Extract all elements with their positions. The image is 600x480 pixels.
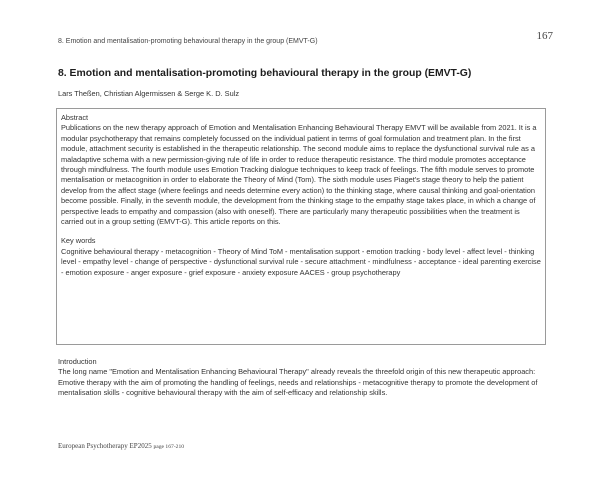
authors: Lars Theßen, Christian Algermissen & Serge K. D. Sulz bbox=[58, 89, 240, 98]
footer-pages: page 167-210 bbox=[153, 444, 185, 450]
introduction-text: The long name "Emotion and Mentalisation Enhancing Behavioural Therapy" already reveals the threefold origin of this new therapeutic approach: Emotive therapy with the aim of promoting the handling of feelings, needs and relationships - metacognitive therapy to promote the development of mentalisation skills - cognitive behavioural therapy with the aim of self-efficacy and relationship skills. bbox=[58, 367, 538, 398]
keywords-label: Key words bbox=[61, 236, 96, 246]
keywords-text: Cognitive behavioural therapy - metacognition - Theory of Mind ToM - mentalisation support - emotion tracking - body level - affect level - thinking level - empathy level - change of perspective - dysfunctional survival rule - secure attachment - mindfulness - acceptance - ideal parenting exercise - emotion exposure - anger exposure - grief exposure - anxiety exposure AACES - group psychotherapy bbox=[61, 246, 541, 277]
footer bbox=[58, 442, 184, 450]
introduction-label: Introduction bbox=[58, 357, 97, 366]
running-head: 8. Emotion and mentalisation-promoting behavioural therapy in the group (EMVT-G) bbox=[58, 38, 318, 45]
abstract-label: Abstract bbox=[61, 113, 89, 122]
introduction-section bbox=[58, 357, 548, 399]
article-title: 8. Emotion and mentalisation-promoting behavioural therapy in the group (EMVT-G) bbox=[58, 68, 472, 79]
abstract-text: Publications on the new therapy approach of Emotion and Mentalisation Enhancing Behavioural Therapy EMVT will be available from 2021. It is a modular psychotherapy that remains completely focussed on the individual patient in terms of goal formulation and treatment plan. In the first module, attachment security is established in the therapeutic relationship. The second module aims to replace the dysfunctional survival rule as a maladaptive schema with a new permission-giving rule of life in order to reduce therapeutic resistance. The third module promotes acceptance through mindfulness. The fourth module uses Emotion Tracking dialogue techniques to keep track of feelings. The fifth module serves to promote mentalisation or metacognition in order to elaborate the Theory of Mind (Tom). The sixth module uses Piaget's stage theory to help the patient develop from the affect stage (where feelings and needs determine every action) to the thinking stage, where causal thinking and goal-orientation become possible. Finally, in the seventh module, the development from the thinking stage to the empathy stage takes place, in which a change of perspective leads to empathy and compassion (also with oneself). There are particularly many therapeutic possibilities when the treatment is carried out in a group setting (EMVT-G). This article reports on this. bbox=[61, 123, 537, 227]
page-number: 167 bbox=[536, 30, 553, 42]
abstract-box bbox=[56, 108, 546, 345]
footer-journal: European Psychotherapy EP2025 bbox=[58, 442, 152, 450]
